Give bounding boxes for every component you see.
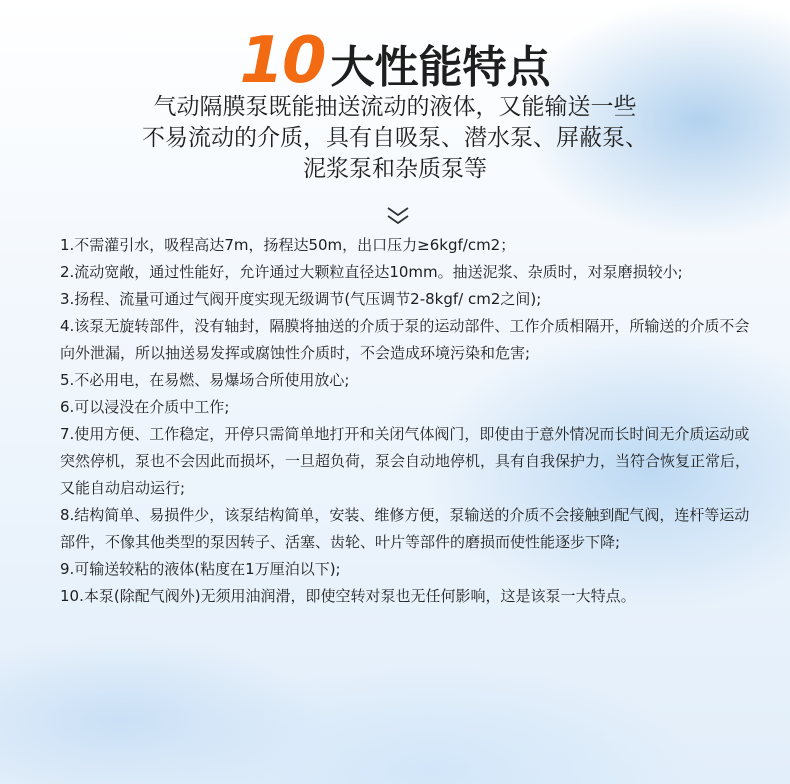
intro-line: 泥浆泵和杂质泵等 — [303, 156, 487, 182]
feature-item: 4.该泵无旋转部件，没有轴封，隔膜将抽送的介质于泵的运动部件、工作介质相隔开，所输送的介质不会向外泄漏，所以抽送易发挥或腐蚀性介质时，不会造成环境污染和危害; — [60, 317, 750, 362]
intro-line: 气动隔膜泵既能抽送流动的液体，又能输送一些 — [153, 94, 637, 120]
feature-item: 8.结构简单、易损件少，该泵结构简单，安装、维修方便，泵输送的介质不会接触到配气阀，连杆等运动部件，不像其他类型的泵因转子、活塞、齿轮、叶片等部件的磨损而使性能逐步下降; — [60, 506, 750, 551]
feature-item: 3.扬程、流量可通过气阀开度实现无级调节(气压调节2-8kgf/ cm2之间); — [60, 290, 542, 308]
intro-line: 不易流动的介质，具有自吸泵、潜水泵、屏蔽泵、 — [142, 125, 648, 151]
feature-item: 10.本泵(除配气阀外)无须用油润滑，即使空转对泵也无任何影响，这是该泵一大特点。 — [60, 587, 636, 605]
title-text: 大性能特点 — [330, 42, 551, 93]
feature-item: 5.不必用电，在易燃、易爆场合所使用放心; — [60, 371, 350, 389]
feature-item: 9.可输送较粘的液体(粘度在1万厘泊以下); — [60, 560, 341, 578]
page-title — [0, 24, 790, 98]
feature-item: 6.可以浸没在介质中工作; — [60, 398, 230, 416]
feature-list — [60, 232, 750, 610]
feature-item: 2.流动宽敞，通过性能好，允许通过大颗粒直径达10mm。抽送泥浆、杂质时，对泵磨损较小; — [60, 263, 683, 281]
feature-item: 1.不需灌引水，吸程高达7m，扬程达50m，出口压力≥6kgf/cm2； — [60, 236, 516, 254]
double-chevron-down-icon — [386, 206, 410, 226]
title-number: 10 — [239, 24, 325, 98]
feature-item: 7.使用方便、工作稳定，开停只需简单地打开和关闭气体阀门，即使由于意外情况而长时间无介质运动或突然停机，泵也不会因此而损坏，一旦超负荷，泵会自动地停机，具有自我保护力，当符合恢复正常后，又能自动启动运行; — [60, 425, 751, 497]
intro-paragraph — [40, 92, 750, 185]
